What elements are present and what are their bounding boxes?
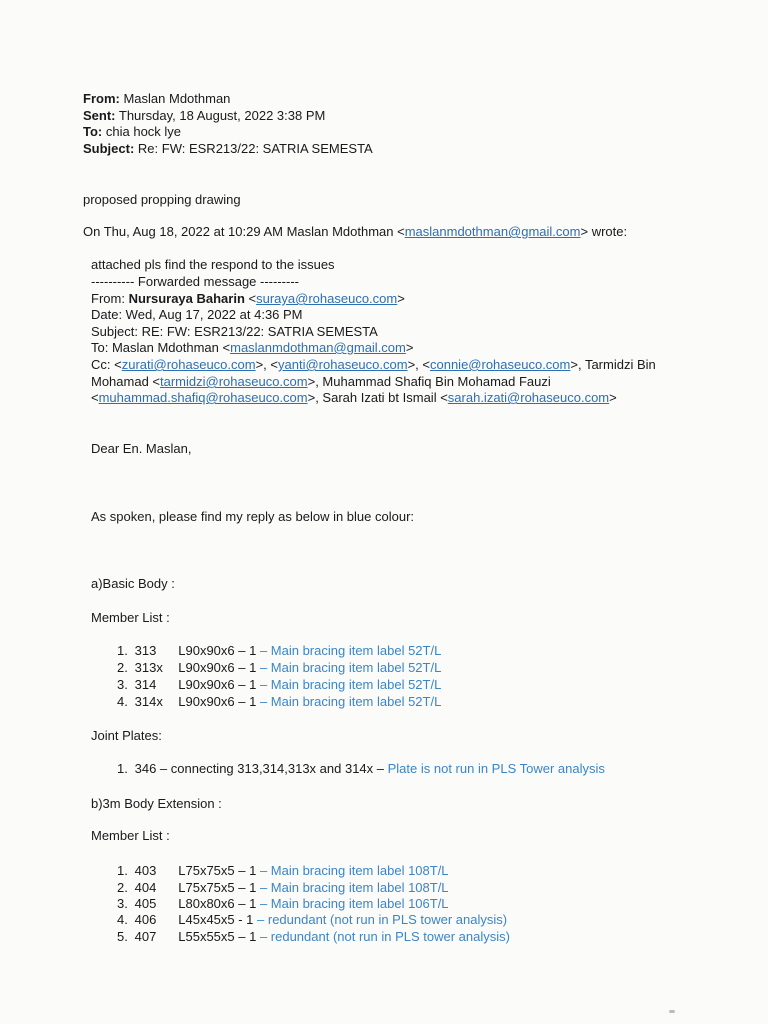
attached-text: attached pls find the respond to the issues xyxy=(91,257,335,272)
fwd-cc-line3: <muhammad.shafiq@rohaseuco.com>, Sarah Izati bt Ismail <sarah.izati@rohaseuco.com> xyxy=(91,390,617,405)
to-label: To: xyxy=(83,124,103,139)
quote-pre: On Thu, Aug 18, 2022 at 10:29 AM Maslan Mdothman < xyxy=(83,224,405,239)
fwd-from-name: Nursuraya Baharin xyxy=(128,291,245,306)
fwd-cc-line1: Cc: <zurati@rohaseuco.com>, <yanti@rohaseuco.com>, <connie@rohaseuco.com>, Tarmidzi Bin xyxy=(91,357,656,372)
fwd-to-pre: To: Maslan Mdothman < xyxy=(91,340,231,355)
list-item: 2. 404 L75x75x5 – 1 – Main bracing item label 108T/L xyxy=(117,880,449,895)
fwd-subject: Subject: RE: FW: ESR213/22: SATRIA SEMESTA xyxy=(91,324,378,339)
list-item: 4. 406 L45x45x5 - 1 – redundant (not run in PLS tower analysis) xyxy=(117,912,508,927)
cc-line2-pre: Mohamad < xyxy=(91,374,161,389)
member-list-heading-b: Member List : xyxy=(91,828,170,843)
header-sent xyxy=(83,108,325,124)
cc-email-sarah-link[interactable]: sarah.izati@rohaseuco.com xyxy=(447,390,610,405)
list-item: 3. 314 L90x90x6 – 1 – Main bracing item label 52T/L xyxy=(117,677,442,692)
fwd-from-label: From: xyxy=(91,291,125,306)
header-to xyxy=(83,124,181,140)
list-item: 1. 403 L75x75x5 – 1 – Main bracing item label 108T/L xyxy=(117,863,449,878)
scan-speck xyxy=(669,1010,675,1013)
basic-body-heading: a)Basic Body : xyxy=(91,576,175,591)
forwarded-divider: ---------- Forwarded message --------- xyxy=(91,274,299,289)
spoken-text: As spoken, please find my reply as below in blue colour: xyxy=(91,509,415,524)
cc-tail: >, Tarmidzi Bin xyxy=(570,357,656,372)
fwd-date: Date: Wed, Aug 17, 2022 at 4:36 PM xyxy=(91,307,303,322)
to-value: chia hock lye xyxy=(105,124,182,139)
cc-email-tarmidzi-link[interactable]: tarmidzi@rohaseuco.com xyxy=(160,374,308,389)
fwd-cc-line2 xyxy=(91,374,551,390)
cc-line3-mid: >, Sarah Izati bt Ismail < xyxy=(307,390,448,405)
cc-email-zurati-link[interactable]: zurati@rohaseuco.com xyxy=(121,357,256,372)
quote-line xyxy=(83,224,627,240)
sent-value: Thursday, 18 August, 2022 3:38 PM xyxy=(118,108,326,123)
subject-value: Re: FW: ESR213/22: SATRIA SEMESTA xyxy=(137,141,373,156)
list-item: 3. 405 L80x80x6 – 1 – Main bracing item label 106T/L xyxy=(117,896,449,911)
header-from xyxy=(83,91,230,107)
from-label: From: xyxy=(83,91,120,106)
plate-item: 1. 346 – connecting 313,314,313x and 314x – Plate is not run in PLS Tower analysis xyxy=(117,761,605,776)
list-item: 2. 313x L90x90x6 – 1 – Main bracing item label 52T/L xyxy=(117,660,442,675)
quote-email-link[interactable]: maslanmdothman@gmail.com xyxy=(404,224,581,239)
fwd-from-email-link[interactable]: suraya@rohaseuco.com xyxy=(256,291,398,306)
subject-label: Subject: xyxy=(83,141,135,156)
header-subject xyxy=(83,141,373,157)
cc-label: Cc: < xyxy=(91,357,122,372)
list-item: 5. 407 L55x55x5 – 1 – redundant (not run in PLS tower analysis) xyxy=(117,929,510,944)
joint-plates-heading: Joint Plates: xyxy=(91,728,162,743)
cc-email-connie-link[interactable]: connie@rohaseuco.com xyxy=(429,357,571,372)
quote-post: > wrote: xyxy=(580,224,628,239)
list-item: 1. 313 L90x90x6 – 1 – Main bracing item label 52T/L xyxy=(117,643,442,658)
sent-label: Sent: xyxy=(83,108,116,123)
member-list-heading-a: Member List : xyxy=(91,610,170,625)
body-extension-heading: b)3m Body Extension : xyxy=(91,796,222,811)
fwd-to: To: Maslan Mdothman <maslanmdothman@gmail.com> xyxy=(91,340,414,355)
fwd-from: From: Nursuraya Baharin <suraya@rohaseuco.com> xyxy=(91,291,405,306)
intro-text: proposed propping drawing xyxy=(83,192,241,207)
greeting: Dear En. Maslan, xyxy=(91,441,192,456)
cc-email-yanti-link[interactable]: yanti@rohaseuco.com xyxy=(278,357,408,372)
fwd-to-email-link[interactable]: maslanmdothman@gmail.com xyxy=(230,340,406,355)
cc-email-shafiq-link[interactable]: muhammad.shafiq@rohaseuco.com xyxy=(98,390,308,405)
list-item: 4. 314x L90x90x6 – 1 – Main bracing item label 52T/L xyxy=(117,694,442,709)
from-value: Maslan Mdothman xyxy=(123,91,231,106)
cc-line2-mid: >, Muhammad Shafiq Bin Mohamad Fauzi xyxy=(307,374,551,389)
